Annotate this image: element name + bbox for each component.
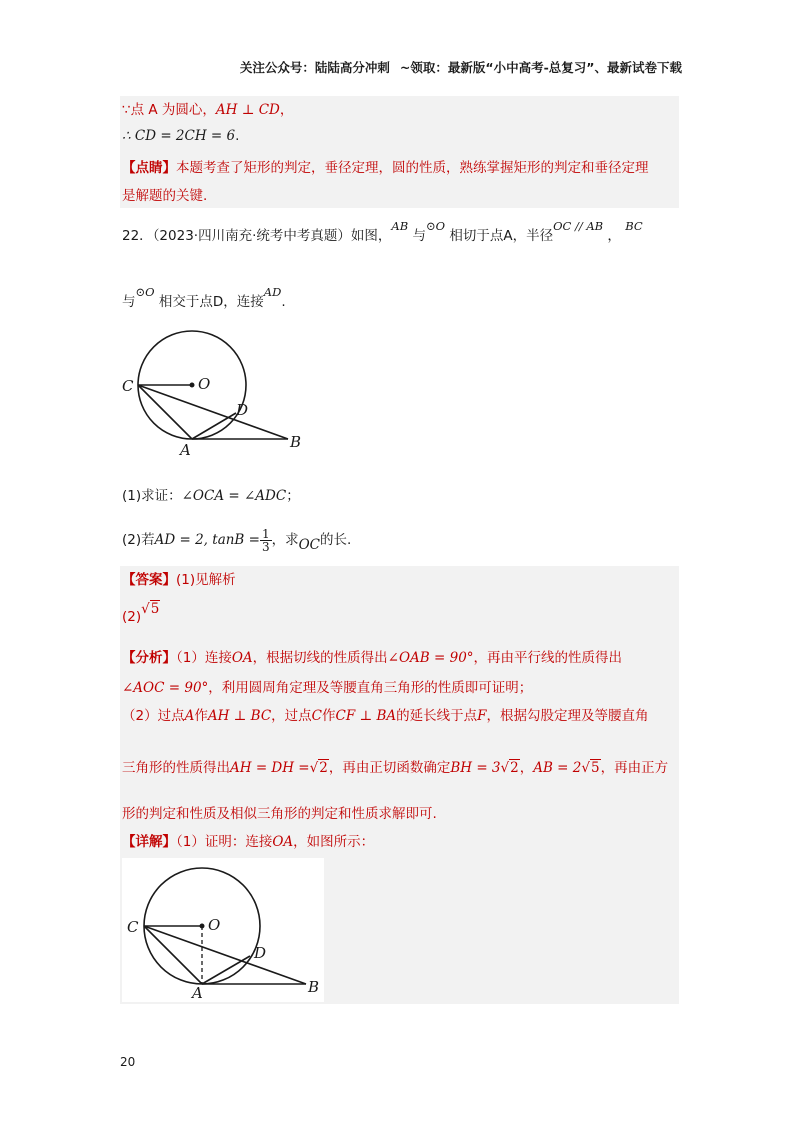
segment-ca bbox=[144, 926, 202, 984]
analysis-line-4: 三角形的性质得出AH = DH =√2，再由正切函数确定BH = 3√2，AB = 2√5，再由正方 bbox=[122, 760, 669, 776]
label-b: B bbox=[308, 978, 320, 996]
label-c: C bbox=[127, 918, 139, 936]
label-o: O bbox=[198, 375, 211, 393]
geometry-figure-2 bbox=[122, 858, 324, 1002]
tail-line-2: ∴ CD = 2CH = 6. bbox=[122, 128, 240, 144]
segment-ad bbox=[202, 956, 250, 984]
answer-line-1: 【答案】(1)见解析 bbox=[122, 572, 236, 588]
question-1: (1)求证：∠OCA = ∠ADC； bbox=[122, 488, 300, 504]
label-a: A bbox=[192, 984, 203, 1002]
comment-line-1: 【点睛】本题考查了矩形的判定，垂径定理，圆的性质，熟练掌握矩形的判定和垂径定理 bbox=[122, 160, 649, 176]
problem-number: 22． bbox=[122, 228, 153, 244]
analysis-line-2: ∠AOC = 90°，利用圆周角定理及等腰直角三角形的性质即可证明； bbox=[122, 680, 533, 696]
comment-line-2: 是解题的关键. bbox=[122, 188, 208, 204]
analysis-label: 【分析】 bbox=[122, 650, 176, 666]
analysis-line-5: 形的判定和性质及相似三角形的判定和性质求解即可. bbox=[122, 806, 437, 822]
point-o bbox=[190, 383, 195, 388]
page-header bbox=[240, 58, 682, 76]
segment-cb bbox=[144, 926, 306, 984]
detail-line: 【详解】（1）证明：连接OA，如图所示： bbox=[122, 834, 375, 850]
fraction-one-third: $\frac{1}{3}$ bbox=[261, 526, 270, 554]
question-2: (2)若AD = 2, tanB = $\frac{1}{3}$ ，求OC的长. bbox=[122, 526, 352, 554]
header-left: 关注公众号：陆陆高分冲刺 bbox=[239, 60, 390, 75]
problem-line-2: 与⊙O 相交于点D，连接AD. bbox=[122, 285, 286, 310]
page-number: 20 bbox=[120, 1055, 136, 1069]
header-right: ~领取：最新版“小中高考-总复习”、最新试卷下载 bbox=[399, 60, 682, 75]
geometry-figure-1 bbox=[118, 325, 318, 465]
label-o: O bbox=[208, 916, 221, 934]
segment-cb bbox=[138, 385, 288, 439]
sqrt-5: √5 bbox=[141, 601, 160, 617]
tail-line-1: ∵点 A 为圆心，AH ⊥ CD， bbox=[122, 102, 294, 118]
label-d: D bbox=[254, 944, 267, 962]
detail-label: 【详解】 bbox=[122, 834, 176, 850]
answer-line-2: (2)√5 bbox=[122, 601, 160, 625]
label-c: C bbox=[122, 377, 134, 395]
comment-label: 【点睛】 bbox=[122, 160, 176, 176]
analysis-line-3: （2）过点A作AH ⊥ BC，过点C作CF ⊥ BA的延长线于点F，根据勾股定理及等腰直角 bbox=[122, 708, 649, 724]
label-b: B bbox=[290, 433, 302, 451]
problem-line-1: 22．（2023·四川南充·统考中考真题）如图，AB 与⊙O 相切于点A，半径OC // AB ， BC bbox=[122, 219, 643, 244]
label-d: D bbox=[236, 401, 249, 419]
answer-label: 【答案】 bbox=[122, 572, 176, 588]
label-a: A bbox=[180, 441, 191, 459]
analysis-line-1: 【分析】（1）连接OA，根据切线的性质得出∠OAB = 90°，再由平行线的性质得出 bbox=[122, 650, 623, 666]
